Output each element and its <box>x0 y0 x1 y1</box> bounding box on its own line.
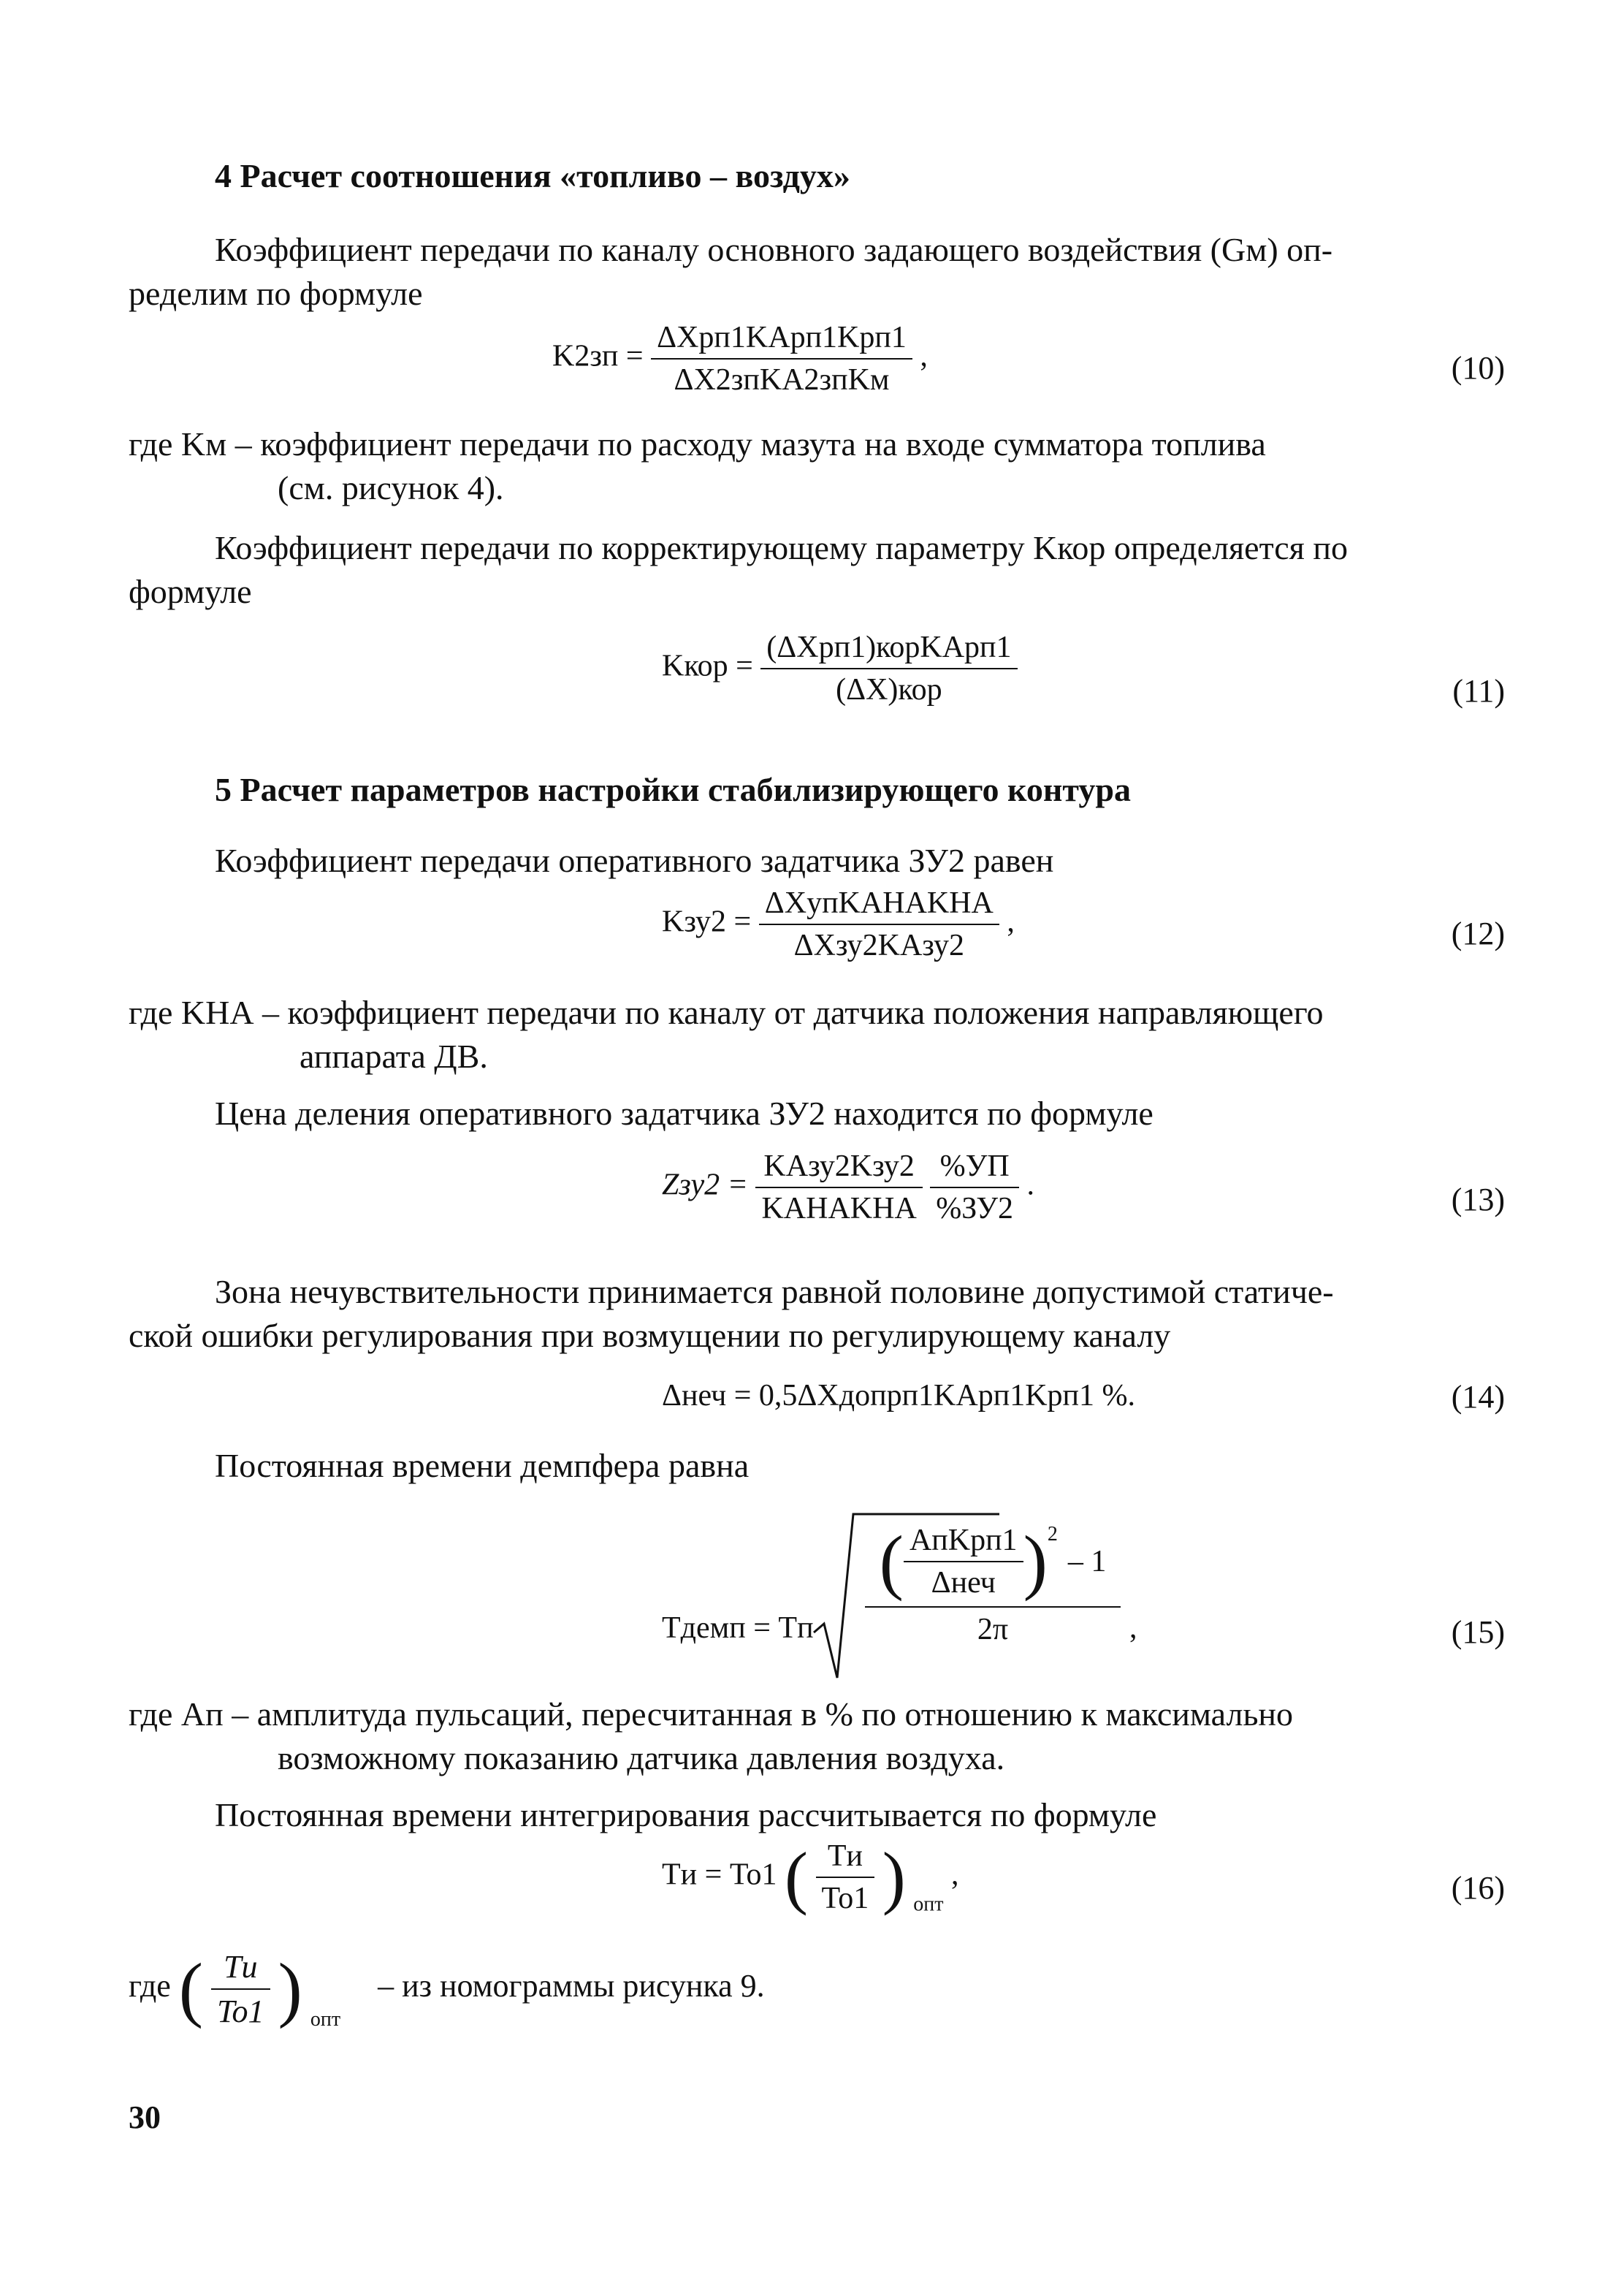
formula-lhs: K2зп = <box>552 339 644 373</box>
where-line: где Aп – амплитуда пульсаций, пересчитанная в % по отношению к максимально <box>129 1695 1294 1733</box>
where-definition <box>129 1948 765 2031</box>
sqrt-content <box>865 1523 1121 1647</box>
right-paren: ) <box>1023 1521 1048 1602</box>
page-number: 30 <box>129 2099 161 2135</box>
paragraph-line: формуле <box>129 573 252 610</box>
right-paren: ) <box>278 1948 302 2029</box>
fraction-numerator: Tи <box>224 1949 258 1985</box>
paragraph-line: Цена деления оперативного задатчика ЗУ2 находится по формуле <box>215 1095 1153 1132</box>
paragraph-line: Коэффициент передачи по каналу основного задающего воздействия (Gм) оп- <box>215 231 1333 268</box>
fraction-denominator: KАНАKНА <box>755 1187 922 1226</box>
fraction-denominator: To1 <box>816 1877 875 1916</box>
formula-punctuation: , <box>1007 905 1015 939</box>
equation-number: (15) <box>1451 1614 1505 1650</box>
paragraph-line: Коэффициент передачи по корректирующему параметру Kкор определяется по <box>215 529 1348 566</box>
fraction <box>760 630 1017 707</box>
formula-lhs: Tдемп = Tп <box>662 1611 814 1645</box>
subscript-opt: опт <box>913 1893 944 1916</box>
equation-number: (12) <box>1451 916 1505 951</box>
fraction-numerator: %УП <box>939 1149 1010 1183</box>
fraction <box>759 886 999 963</box>
paragraph-line: Постоянная времени интегрирования рассчитывается по формуле <box>215 1796 1157 1833</box>
formula-lhs: Kзу2 = <box>662 905 752 939</box>
fraction-numerator: AпKрп1 <box>909 1524 1018 1557</box>
where-line: возможному показанию датчика давления воздуха. <box>278 1739 1005 1776</box>
fraction <box>755 1149 922 1226</box>
where-text: – из номограммы рисунка 9. <box>378 1968 765 2004</box>
formula-punctuation: , <box>920 339 928 373</box>
fraction <box>211 1948 270 2030</box>
fraction-denominator: (ΔX)кор <box>760 668 1017 707</box>
formula-12 <box>662 886 1015 963</box>
fraction-numerator: Tи <box>827 1839 863 1873</box>
fraction-numerator: ΔXрп1KАрп1Kрп1 <box>657 321 907 354</box>
formula-lhs: Tи = To1 <box>662 1858 777 1892</box>
formula-lhs: Zзу2 = <box>662 1168 748 1202</box>
where-line: где Kм – коэффициент передачи по расходу мазута на входе сумматора топлива <box>129 425 1266 463</box>
fraction <box>904 1523 1023 1600</box>
exponent: 2 <box>1047 1523 1058 1546</box>
fraction-denominator: ΔXзу2KАзу2 <box>759 924 999 963</box>
section-5-heading: 5 Расчет параметров настройки стабилизирующего контура <box>215 771 1131 808</box>
left-paren: ( <box>178 1948 204 2029</box>
equation-number: (11) <box>1452 673 1505 709</box>
fraction-denominator: %ЗУ2 <box>930 1187 1019 1226</box>
subscript-opt: опт <box>310 2008 341 2031</box>
fraction-numerator: KАзу2Kзу2 <box>763 1149 915 1183</box>
left-paren: ( <box>785 1838 809 1916</box>
fraction <box>816 1839 875 1916</box>
fraction-denominator: Δнеч <box>904 1561 1023 1600</box>
equation-number: (16) <box>1451 1870 1505 1906</box>
radicand-numerator <box>865 1523 1121 1606</box>
where-word: где <box>129 1968 171 2004</box>
formula-10 <box>552 320 928 398</box>
equation-number: (10) <box>1451 350 1505 386</box>
paragraph-line: Коэффициент передачи оперативного задатчика ЗУ2 равен <box>215 842 1054 879</box>
formula-16 <box>662 1839 958 1917</box>
right-paren: ) <box>882 1838 906 1916</box>
fraction-numerator: ΔXупKАНАKНА <box>764 886 994 920</box>
formula-11 <box>662 630 1018 707</box>
fraction-numerator: (ΔXрп1)корKАрп1 <box>766 631 1012 664</box>
formula-punctuation: . <box>1026 1168 1034 1202</box>
where-line: где KНА – коэффициент передачи по каналу от датчика положения направляющего <box>129 994 1324 1031</box>
formula-punctuation: , <box>1129 1611 1137 1645</box>
where-line: аппарата ДВ. <box>300 1038 488 1075</box>
where-line: (см. рисунок 4). <box>278 469 504 506</box>
fraction <box>651 320 912 398</box>
paragraph-line: ределим по формуле <box>129 275 423 312</box>
paragraph-line: ской ошибки регулирования при возмущении по регулирующему каналу <box>129 1317 1171 1354</box>
minus-one: – 1 <box>1067 1545 1107 1578</box>
formula-13 <box>662 1149 1034 1226</box>
formula-punctuation: , <box>950 1858 959 1892</box>
fraction <box>930 1149 1019 1226</box>
formula-lhs: Kкор = <box>662 649 753 683</box>
equation-number: (13) <box>1451 1182 1505 1217</box>
radicand-denominator: 2π <box>865 1606 1121 1647</box>
fraction-denominator: To1 <box>211 1988 270 2030</box>
fraction-denominator: ΔX2зпKА2зпKм <box>651 358 912 398</box>
paragraph-line: Постоянная времени демпфера равна <box>215 1447 750 1484</box>
formula-14: Δнеч = 0,5ΔXдопрп1KАрп1Kрп1 %. <box>662 1379 1135 1413</box>
equation-number: (14) <box>1451 1379 1505 1415</box>
section-4-heading: 4 Расчет соотношения «топливо – воздух» <box>215 157 850 194</box>
left-paren: ( <box>879 1521 904 1602</box>
paragraph-line: Зона нечувствительности принимается равной половине допустимой статиче- <box>215 1273 1334 1310</box>
